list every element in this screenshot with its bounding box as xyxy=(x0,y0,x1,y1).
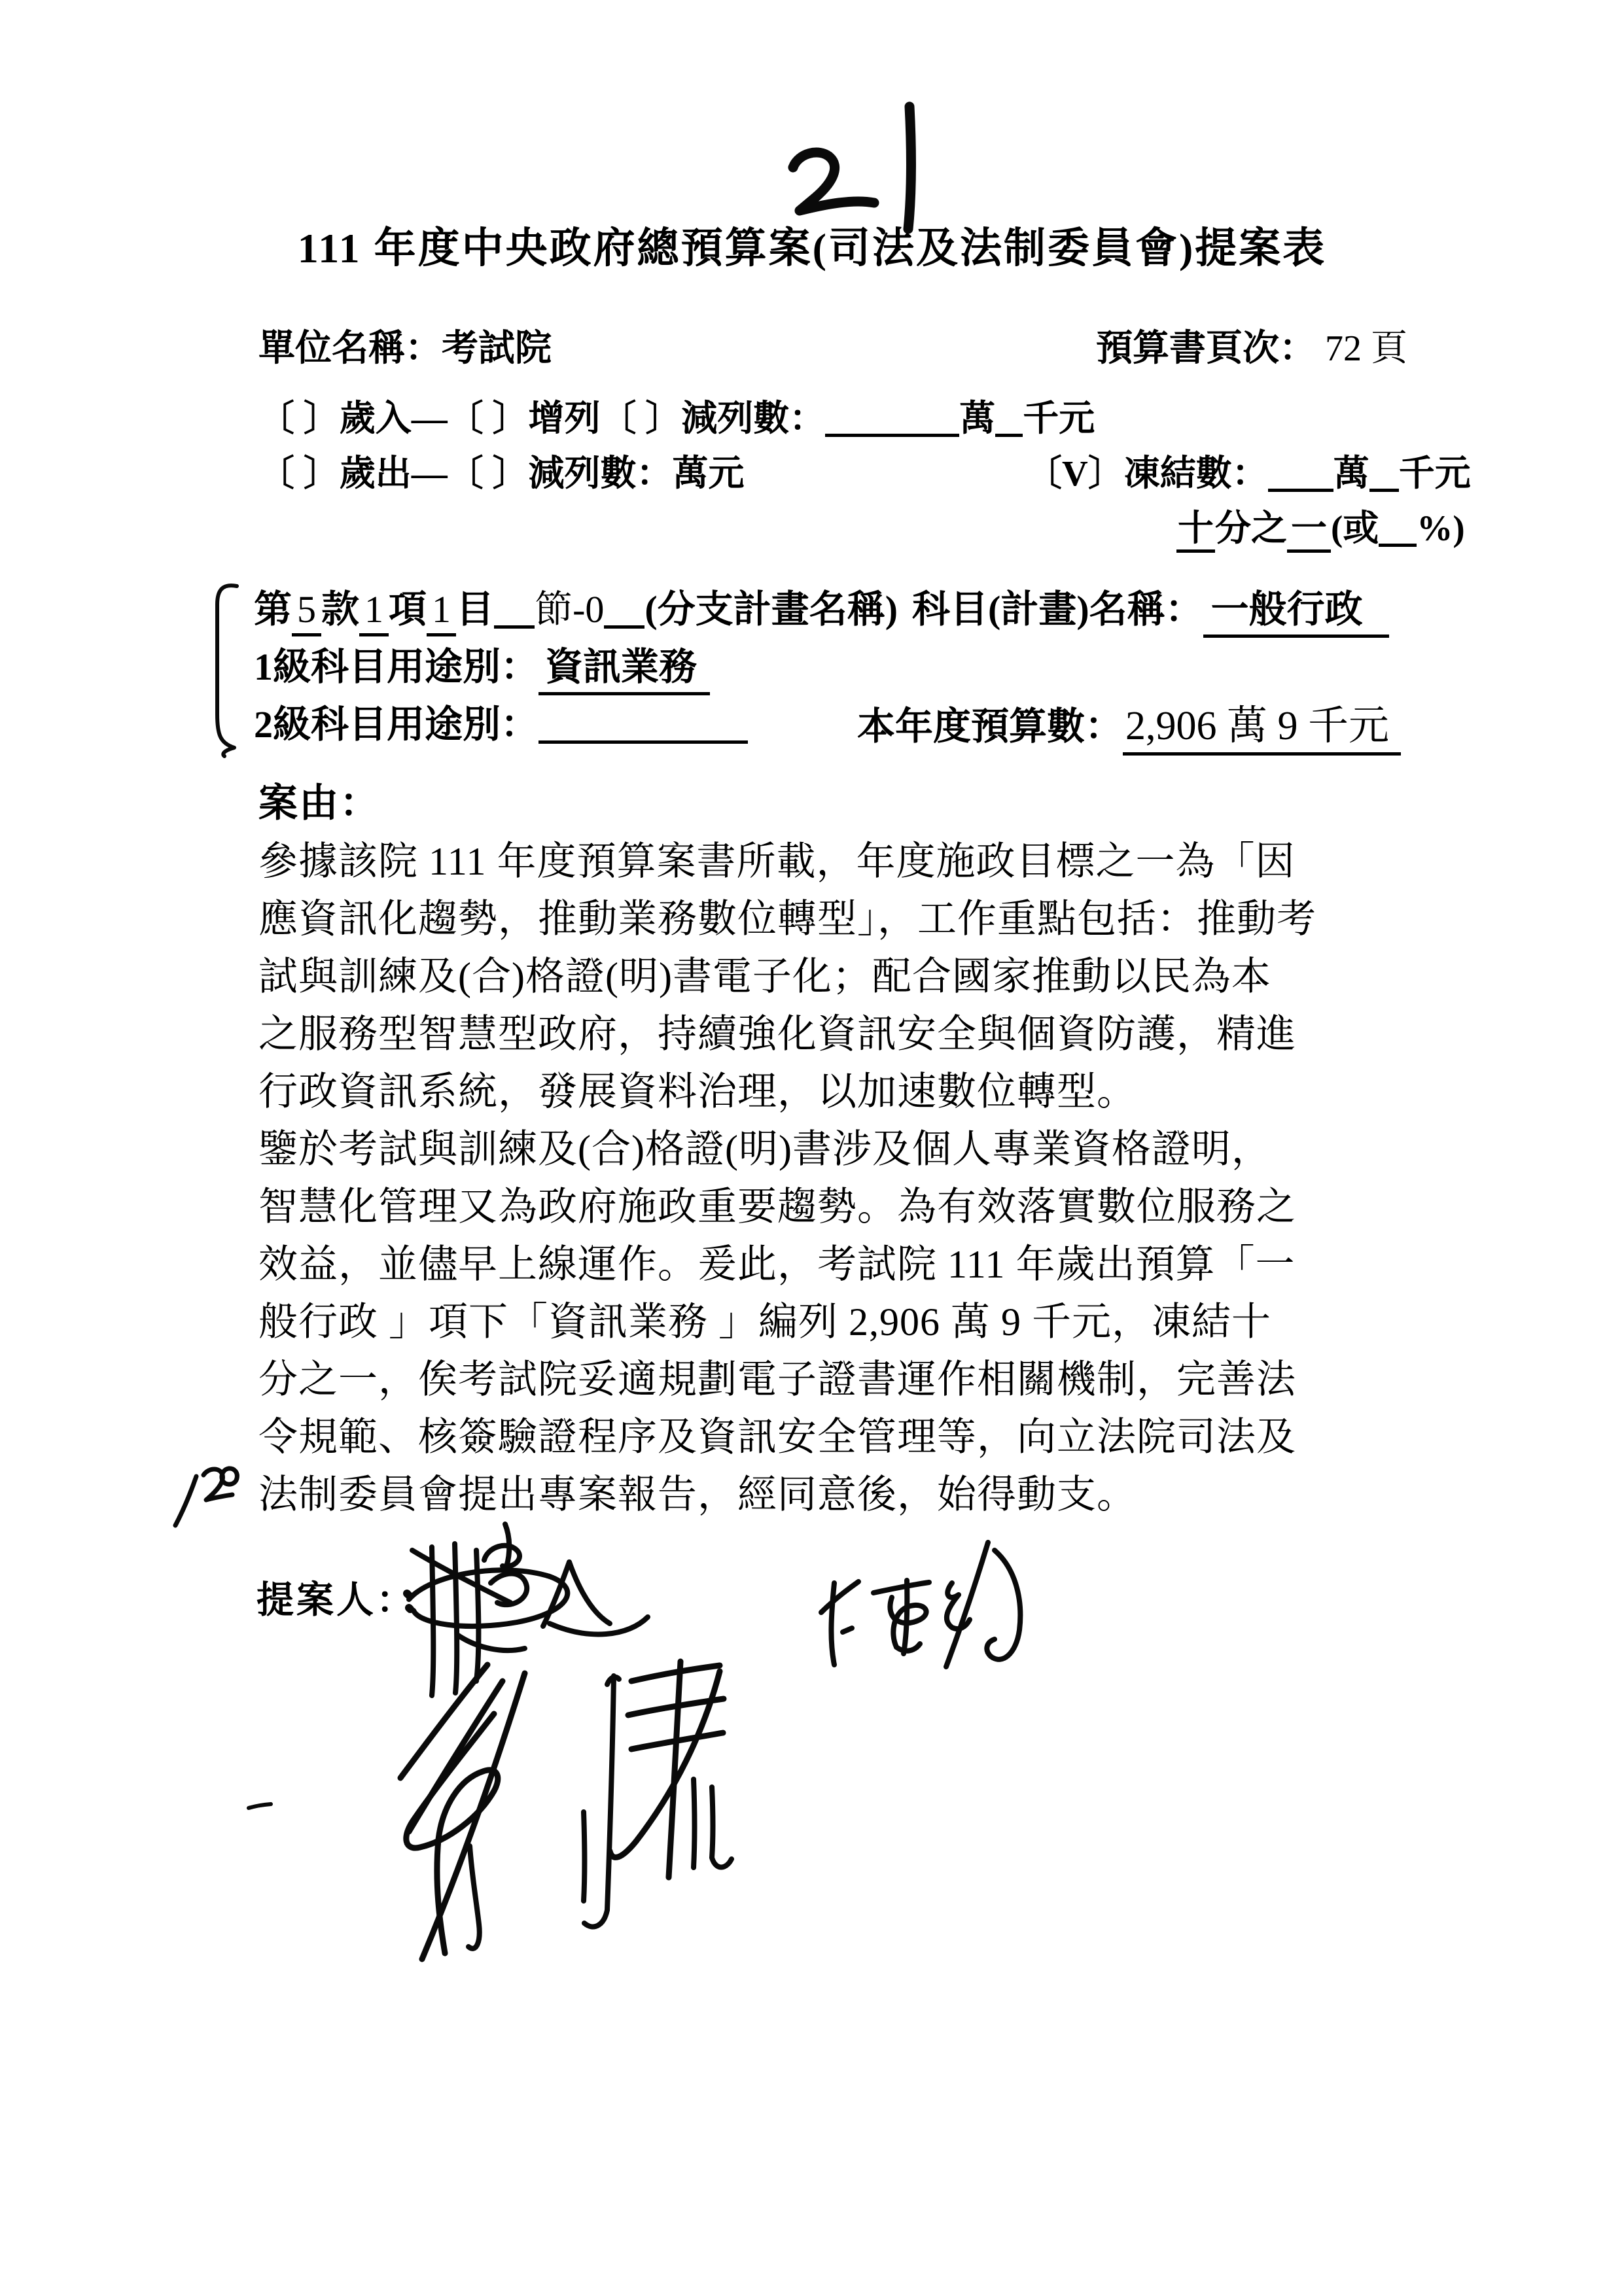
subject-name-label: 科目(計畫)名稱： xyxy=(912,588,1203,631)
signature-scribble-2 xyxy=(821,1542,1020,1667)
seg-mu: 目 xyxy=(456,588,495,631)
subject-line xyxy=(254,588,1389,631)
revenue-adjust-line xyxy=(258,400,1095,437)
case-body-line: 效益，並儘早上線運作。爰此，考試院 111 年歲出預算「一 xyxy=(258,1243,1296,1286)
freeze-wan-unit: 萬 xyxy=(1333,453,1369,493)
case-body-line: 般行政 」項下「資訊業務 」編列 2,906 萬 9 千元，凍結十 xyxy=(258,1300,1271,1344)
signature-scribble-3 xyxy=(400,1661,732,1959)
level1-label: 1級科目用途別： xyxy=(254,646,539,688)
freeze-checkbox-checked: 〔V〕 xyxy=(1026,453,1124,493)
budget-amount-line xyxy=(857,706,1401,746)
level2-line xyxy=(254,703,748,746)
handwritten-number-21 xyxy=(752,98,949,242)
fraction-yi: 一 xyxy=(1287,508,1331,553)
blank-underline-freeze-thousand xyxy=(1369,458,1399,492)
budget-amount-label: 本年度預算數： xyxy=(857,705,1123,748)
blank-underline-percent xyxy=(1379,513,1417,547)
case-body-line: 參據該院 111 年度預算案書所載，年度施政目標之一為「因 xyxy=(258,840,1296,883)
unit-name-value: 考試院 xyxy=(442,328,552,369)
case-body-line: 試與訓練及(合)格證(明)書電子化；配合國家推動以民為本 xyxy=(258,955,1271,998)
jie-value: 節-0 xyxy=(535,588,605,631)
budget-page-value: 72 頁 xyxy=(1325,328,1407,369)
case-body-line: 智慧化管理又為政府施政重要趨勢。為有效落實數位服務之 xyxy=(258,1185,1296,1228)
signature-scribble-1 xyxy=(407,1524,648,1696)
blank-underline-jie-post xyxy=(604,593,644,629)
case-body-line: 令規範、核簽驗證程序及資訊安全管理等，向立法院司法及 xyxy=(258,1416,1296,1459)
expense-text: 〔 〕歲出—〔 〕減列數：萬元 xyxy=(258,453,745,493)
fraction-shi: 十 xyxy=(1176,508,1215,553)
budget-page-label: 預算書頁次： xyxy=(1096,328,1316,369)
seg-xiang: 項 xyxy=(389,588,427,631)
handwritten-number-120 xyxy=(167,1462,245,1534)
level2-label: 2級科目用途別： xyxy=(254,703,539,746)
seg-di: 第 xyxy=(254,588,292,631)
fraction-line xyxy=(1176,510,1465,547)
blank-underline-jie-pre xyxy=(494,593,535,629)
case-body-line: 應資訊化趨勢，推動業務數位轉型」，工作重點包括：推動考 xyxy=(258,897,1316,941)
subject-name-value: 一般行政 xyxy=(1203,588,1389,638)
blank-underline-amount xyxy=(825,403,959,437)
blank-underline-level2 xyxy=(538,708,748,744)
fraction-close: %) xyxy=(1417,508,1465,548)
level1-line xyxy=(254,648,710,686)
case-heading: 案由： xyxy=(258,782,380,825)
mu-number: 1 xyxy=(427,588,456,636)
unit-name-label: 單位名稱： xyxy=(258,328,442,369)
blank-underline-freeze-amount xyxy=(1268,458,1333,492)
page-title: 111 年度中央政府總預算案(司法及法制委員會)提案表 xyxy=(297,225,1327,271)
case-body-line: 鑒於考試與訓練及(合)格證(明)書涉及個人專業資格證明， xyxy=(258,1128,1271,1171)
revenue-prefix: 〔 〕歲入—〔 〕增列〔 〕減列數： xyxy=(258,398,826,438)
freeze-qian-unit: 千元 xyxy=(1398,453,1471,493)
level1-value: 資訊業務 xyxy=(538,646,710,695)
blank-underline-thousand xyxy=(995,403,1023,437)
subject-block-brace xyxy=(207,581,243,755)
revenue-wan-unit: 萬 xyxy=(959,398,996,438)
proposer-label: 提案人： xyxy=(256,1580,416,1621)
case-body-line: 之服務型智慧型政府，持續強化資訊安全與個資防護，精進 xyxy=(258,1013,1296,1056)
case-body-line: 法制委員會提出專案報告，經同意後，始得動支。 xyxy=(258,1473,1137,1516)
proposer-signatures xyxy=(353,1485,1073,1982)
expense-adjust-line xyxy=(258,455,745,491)
freeze-line xyxy=(1026,455,1471,492)
unit-name-row xyxy=(258,330,552,367)
kuan-number: 5 xyxy=(292,588,321,636)
budget-page-row xyxy=(1096,330,1407,367)
xiang-number: 1 xyxy=(359,588,389,636)
revenue-qian-unit: 千元 xyxy=(1023,398,1095,438)
seg-kuan: 款 xyxy=(321,588,360,631)
budget-amount-value: 2,906 萬 9 千元 xyxy=(1123,704,1401,756)
case-body-line: 行政資訊系統，發展資料治理，以加速數位轉型。 xyxy=(258,1070,1137,1113)
freeze-label: 凍結數： xyxy=(1123,453,1268,493)
fraction-mid: 分之 xyxy=(1215,508,1288,548)
stray-dash-mark xyxy=(243,1798,277,1816)
case-body-line: 分之一，俟考試院妥適規劃電子證書運作相關機制，完善法 xyxy=(258,1358,1296,1401)
fraction-open: (或 xyxy=(1331,508,1379,548)
branch-note: (分支計畫名稱) xyxy=(644,588,898,631)
